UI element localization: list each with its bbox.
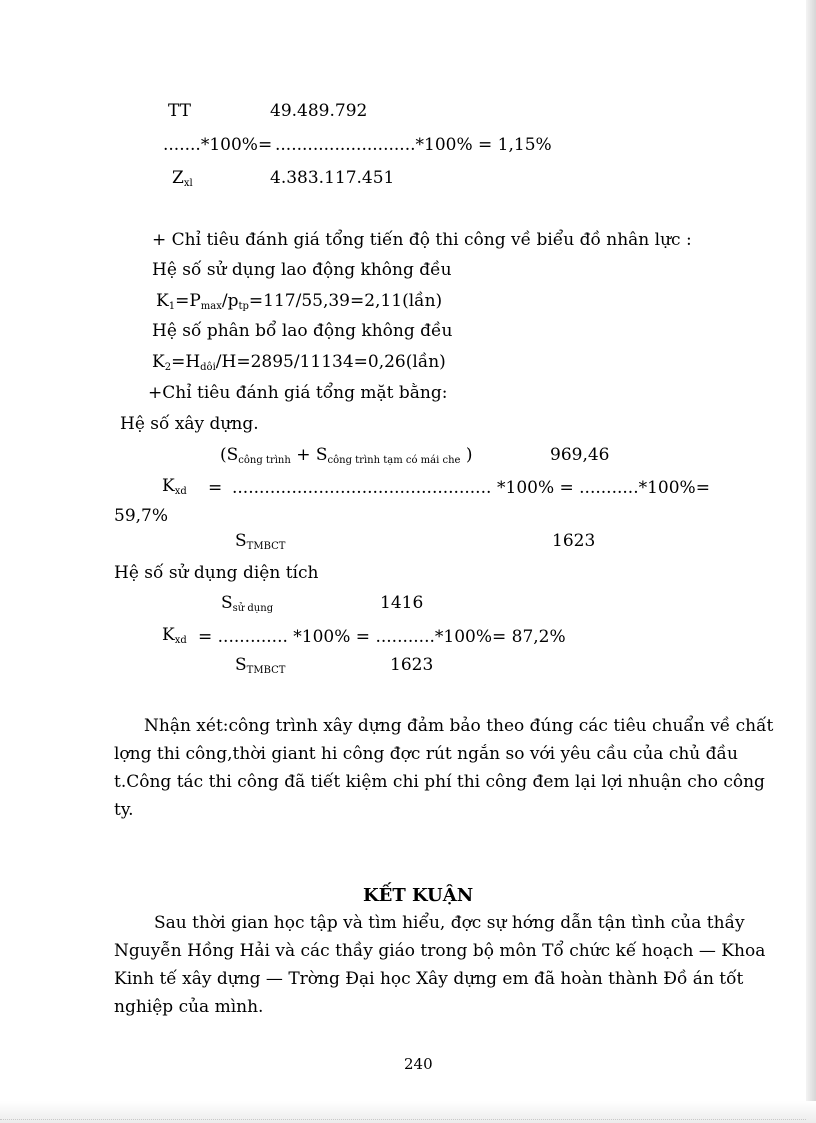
tt-label: TT — [168, 101, 191, 121]
conclusion-title: KẾT KUẬN — [363, 885, 474, 906]
site-numerator-value: 969,46 — [550, 445, 610, 465]
formula1-eq: = — [258, 135, 273, 155]
area-numerator: $S_{sử dụng}$ — [221, 593, 274, 614]
k2-label: Hệ số phân bổ lao động không đều — [152, 321, 453, 341]
remark-line-2: lợng thi công,thời giant hi công đợc rút ngắn so với yêu cầu của chủ đầu — [114, 744, 738, 764]
k2-formula: $K_2=H_{dôi}/H=2895/11134=0,26(lần)$ — [152, 352, 446, 373]
site-denominator: $S_{TMBCT}$ — [235, 531, 286, 552]
site-denominator-value: 1623 — [552, 531, 596, 551]
area-expr: = ............. *100% = ...........*100%= 87,2% — [198, 627, 566, 647]
conclusion-line-3: Kinh tế xây dựng — Trờng Đại học Xây dựng em đã hoàn thành Đồ án tốt — [114, 969, 744, 989]
area-k: $K_{xd}$ — [162, 625, 187, 646]
site-result: 59,7% — [114, 506, 169, 526]
site-mid: *100% = ...........*100%= — [497, 478, 710, 498]
site-heading: +Chỉ tiêu đánh giá tổng mặt bằng: — [148, 383, 448, 403]
remark-line-3: t.Công tác thi công đã tiết kiệm chi phí thi công đem lại lợi nhuận cho công — [114, 772, 765, 792]
site-eq: = — [208, 478, 223, 498]
formula1-lhs: .......*100% — [163, 135, 258, 155]
remark-line-1: Nhận xét:công trình xây dựng đảm bảo theo đúng các tiêu chuẩn về chất — [144, 716, 774, 736]
conclusion-line-4: nghiệp của mình. — [114, 997, 264, 1017]
area-label: Hệ số sử dụng diện tích — [114, 563, 319, 583]
site-k: $K_{xd}$ — [162, 476, 187, 497]
area-denominator: $S_{TMBCT}$ — [235, 655, 286, 676]
conclusion-line-1: Sau thời gian học tập và tìm hiểu, đợc sự hớng dẫn tận tình của thầy — [154, 913, 745, 933]
area-numerator-value: 1416 — [380, 593, 424, 613]
site-dots: ................................................ — [232, 478, 492, 498]
remark-line-4: ty. — [114, 800, 134, 820]
formula1-rhs: ..........................*100% = 1,15% — [275, 135, 552, 155]
page-bottom-border — [0, 1119, 806, 1120]
page-number: 240 — [404, 1055, 433, 1073]
site-numerator: ($S_{công trình} + S_{công trình tạm có mái che}$ ) — [220, 445, 473, 466]
area-denominator-value: 1623 — [390, 655, 434, 675]
kxd-label: Hệ số xây dựng. — [120, 414, 259, 434]
page-edge-right — [806, 0, 816, 1123]
k1-label: Hệ số sử dụng lao động không đều — [152, 260, 452, 280]
z-value: 4.383.117.451 — [270, 168, 395, 188]
tt-value: 49.489.792 — [270, 101, 368, 121]
conclusion-line-2: Nguyễn Hồng Hải và các thầy giáo trong bộ môn Tổ chức kế hoạch — Khoa — [114, 941, 766, 961]
z-label: $Z_{xl}$ — [172, 168, 193, 189]
k1-formula: $K_1=P_{max}/p_{tp}=117/55,39=2,11(lần)$ — [156, 291, 443, 312]
labor-heading: + Chỉ tiêu đánh giá tổng tiến độ thi công về biểu đồ nhân lực : — [152, 230, 692, 250]
